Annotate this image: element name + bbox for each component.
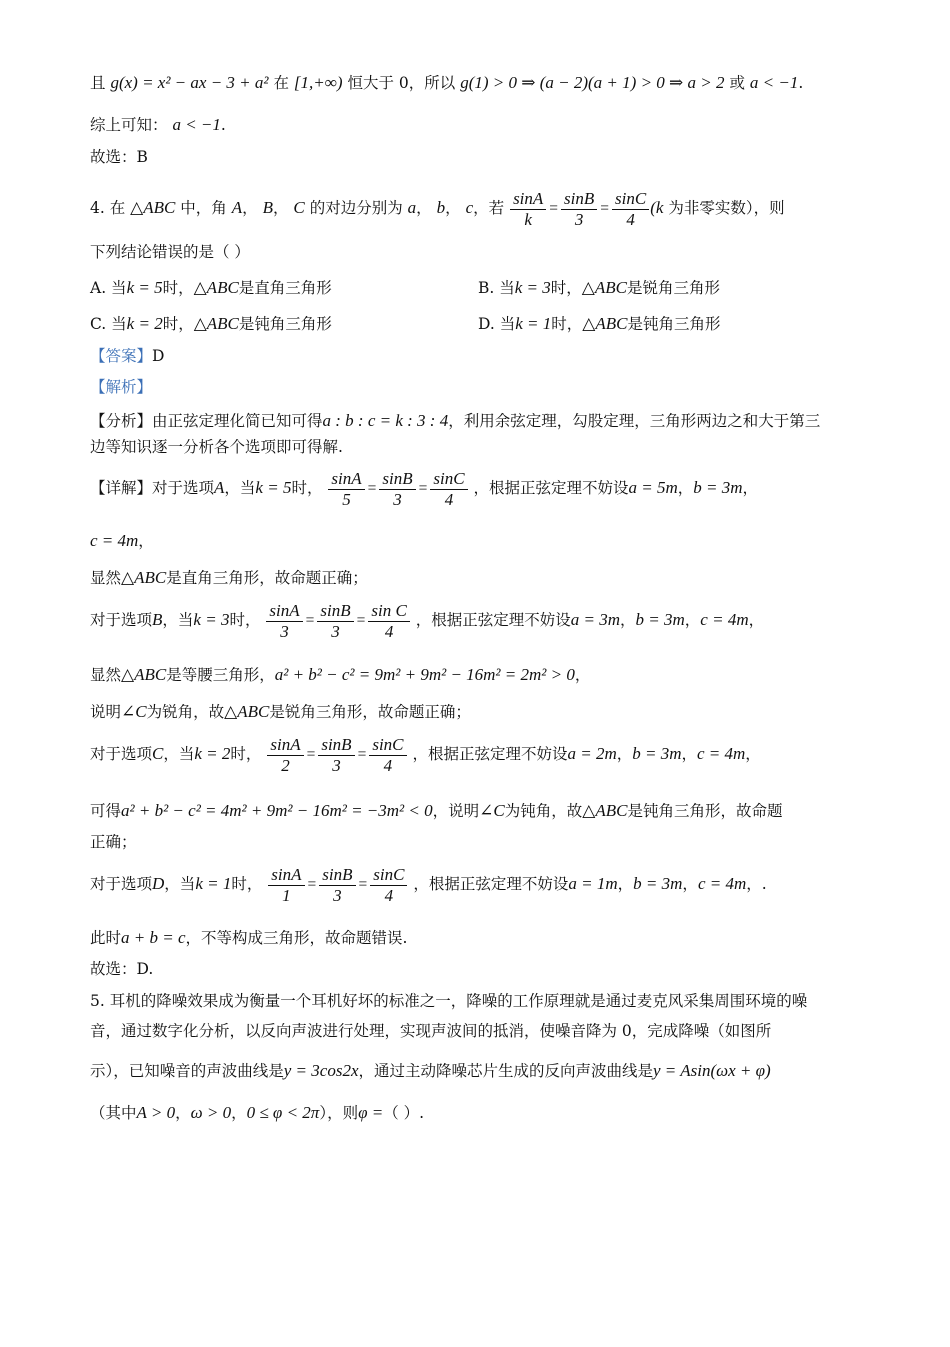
text: 说明 bbox=[90, 703, 122, 721]
text: ，根据正弦定理不妨设 bbox=[415, 611, 571, 629]
fraction bbox=[267, 735, 303, 776]
fraction bbox=[266, 601, 302, 642]
formula: △ABC bbox=[582, 801, 628, 820]
text: ， bbox=[684, 611, 701, 629]
numerator: sinA bbox=[268, 865, 304, 886]
text: 是钝角三角形，故命题 bbox=[627, 802, 783, 820]
text: ， bbox=[231, 1104, 247, 1122]
answer-tag: 【答案】 bbox=[90, 347, 153, 365]
fraction bbox=[561, 189, 597, 230]
formula: △ABC bbox=[582, 314, 628, 333]
question-5-line-4 bbox=[90, 1102, 862, 1124]
numerator: sinC bbox=[430, 469, 467, 490]
text: ，若 bbox=[473, 199, 505, 217]
fenxi-line-2: 边等知识逐一分析各个选项即可得解. bbox=[90, 438, 343, 456]
formula: k = 2 bbox=[194, 744, 231, 763]
text: 是锐角三角形，故命题正确； bbox=[269, 703, 471, 721]
formula: g(1) > 0 ⇒ (a − 2)(a + 1) > 0 ⇒ a > 2 bbox=[460, 73, 725, 92]
text: 时， bbox=[230, 745, 262, 763]
formula: △ABC bbox=[224, 702, 270, 721]
formula: a + b = c bbox=[121, 928, 186, 947]
text: 是等腰三角形， bbox=[166, 666, 275, 684]
text: 显然 bbox=[90, 569, 122, 587]
detail-a-line-3 bbox=[90, 567, 862, 589]
formula: C bbox=[152, 744, 164, 763]
formula: a : b : c = k : 3 : 4 bbox=[322, 411, 449, 430]
solution-choice: 故选：B bbox=[90, 148, 148, 166]
text: ，说明 bbox=[432, 802, 480, 820]
denominator: 3 bbox=[393, 489, 402, 509]
text: . bbox=[220, 116, 226, 134]
analysis-tag bbox=[90, 376, 862, 398]
numerator: sinB bbox=[317, 601, 353, 622]
denominator: 5 bbox=[342, 489, 351, 509]
question-4-stem: 4. 在 △ABC 中，角 A， B， C 的对边分别为 a， b， c，若 $\frac{\sin A}{k}$ = $\frac{\sin B}{3}$ = $\frac{\sin C}{4}$ (k 为非零实数），则 bbox=[90, 188, 785, 229]
option-b bbox=[478, 276, 720, 298]
fraction bbox=[317, 601, 353, 642]
text: 时， bbox=[291, 479, 323, 497]
text: ，根据正弦定理不妨设 bbox=[412, 745, 568, 763]
text: 的对边分别为 bbox=[309, 199, 403, 217]
detail-b-line-2 bbox=[90, 664, 862, 686]
text: 恒大于 0，所以 bbox=[347, 74, 456, 92]
formula: c = 4m bbox=[90, 531, 139, 550]
formula: C bbox=[293, 198, 305, 217]
detail-d-line: 对于选项D，当k = 1时， $\frac{\sin A}{1}$ = $\frac{\sin B}{3}$ = $\frac{\sin C}{4}$ ，根据正弦定理不妨设a = 1m，b = 3m，c = 4m，. bbox=[90, 864, 767, 905]
fraction bbox=[430, 469, 467, 510]
detail-c-line-2 bbox=[90, 800, 862, 822]
text: . bbox=[798, 74, 804, 92]
text: 示），已知噪音的声波曲线是 bbox=[90, 1062, 284, 1080]
formula: D bbox=[152, 874, 165, 893]
numerator: sinA bbox=[266, 601, 302, 622]
text: 时， bbox=[231, 875, 263, 893]
text: 是锐角三角形 bbox=[626, 279, 720, 297]
text: ， bbox=[138, 532, 154, 550]
text: 是直角三角形 bbox=[238, 279, 332, 297]
text: ， bbox=[574, 666, 591, 684]
formula: c = 4m bbox=[697, 744, 746, 763]
text: 时， bbox=[162, 279, 194, 297]
text: 时， bbox=[162, 315, 194, 333]
detail-a-line: 【详解】对于选项A，当k = 5时， $\frac{\sin A}{5}$ = $\frac{\sin B}{3}$ = $\frac{\sin C}{4}$ ，根据正弦定理不妨设a = 5m，b = 3m， bbox=[90, 468, 759, 509]
formula: a = 5m bbox=[628, 478, 678, 497]
fraction bbox=[318, 735, 354, 776]
text: 【分析】由正弦定理化简已知可得 bbox=[90, 412, 323, 430]
detail-c-line: 对于选项C，当k = 2时， $\frac{\sin A}{2}$ = $\frac{\sin B}{3}$ = $\frac{\sin C}{4}$ ，根据正弦定理不妨设a = 2m，b = 3m，c = 4m， bbox=[90, 734, 761, 775]
text: 时， bbox=[229, 611, 261, 629]
formula: k = 3 bbox=[193, 610, 230, 629]
question-5-line-3 bbox=[90, 1060, 862, 1082]
formula: φ = bbox=[358, 1103, 384, 1122]
formula: △ABC bbox=[130, 198, 176, 217]
detail-b-line: 对于选项B，当k = 3时， $\frac{\sin A}{3}$ = $\frac{\sin B}{3}$ = $\frac{\text{sin C}}{4}$ ，根据正弦定理不妨设a = 3m，b = 3m，c = 4m， bbox=[90, 600, 765, 641]
denominator: 4 bbox=[384, 885, 394, 905]
answer-line bbox=[90, 345, 862, 367]
formula: 0 ≤ φ < 2π bbox=[246, 1103, 320, 1122]
text: ， bbox=[272, 199, 289, 217]
text: 或 bbox=[729, 74, 745, 92]
formula: a < −1 bbox=[749, 73, 799, 92]
denominator: 4 bbox=[383, 755, 393, 775]
formula: k = 1 bbox=[515, 314, 552, 333]
denominator: k bbox=[524, 209, 532, 229]
denominator: 3 bbox=[332, 755, 341, 775]
question-4-stem-2: 下列结论错误的是（ ） bbox=[90, 243, 250, 261]
formula: B bbox=[262, 198, 273, 217]
text: A. 当 bbox=[90, 279, 127, 297]
formula: A > 0 bbox=[136, 1103, 176, 1122]
text: 时， bbox=[550, 279, 582, 297]
text: 对于选项 bbox=[90, 875, 153, 893]
denominator: 4 bbox=[626, 209, 635, 229]
solution-line bbox=[90, 114, 862, 136]
text: （其中 bbox=[90, 1104, 137, 1122]
fraction bbox=[379, 469, 415, 510]
formula: B bbox=[152, 610, 163, 629]
formula: [1,+∞) bbox=[293, 73, 343, 92]
formula: y = 3cos2x bbox=[283, 1061, 359, 1080]
fraction bbox=[328, 469, 364, 510]
fraction bbox=[268, 865, 304, 906]
text: ， bbox=[445, 199, 461, 217]
formula: b = 3m bbox=[693, 478, 743, 497]
numerator: sinA bbox=[267, 735, 303, 756]
formula: △ABC bbox=[193, 278, 239, 297]
fraction bbox=[319, 865, 355, 906]
formula: g(x) = x² − ax − 3 + a² bbox=[110, 73, 269, 92]
numerator: sinC bbox=[612, 189, 649, 210]
text: ，利用余弦定理，勾股定理，三角形两边之和大于第三 bbox=[448, 412, 821, 430]
denominator: 3 bbox=[280, 621, 289, 641]
formula: a² + b² − c² = 9m² + 9m² − 16m² = 2m² > 0 bbox=[274, 665, 575, 684]
text: ， bbox=[748, 611, 765, 629]
analysis-label: 【解析】 bbox=[90, 378, 153, 396]
numerator: sinB bbox=[319, 865, 355, 886]
formula: a = 3m bbox=[570, 610, 621, 629]
text: 为非零实数），则 bbox=[668, 199, 785, 217]
formula: △ABC bbox=[193, 314, 239, 333]
text: 对于选项 bbox=[90, 745, 153, 763]
text: B. 当 bbox=[478, 279, 515, 297]
denominator: 4 bbox=[384, 621, 394, 641]
text: ，根据正弦定理不妨设 bbox=[413, 875, 569, 893]
detail-d-line-2 bbox=[90, 927, 862, 949]
question-5-line-1: 5. 耳机的降噪效果成为衡量一个耳机好坏的标准之一，降噪的工作原理就是通过麦克风采集周围环境的噪 bbox=[90, 992, 808, 1010]
text: 此时 bbox=[90, 929, 122, 947]
numerator: sin C bbox=[368, 601, 409, 622]
formula: a² + b² − c² = 4m² + 9m² − 16m² = −3m² < 0 bbox=[121, 801, 433, 820]
text: ， bbox=[745, 745, 761, 763]
text: ，当 bbox=[162, 611, 194, 629]
fenxi-line bbox=[90, 410, 862, 432]
text: D. 当 bbox=[478, 315, 516, 333]
answer-value: D bbox=[152, 347, 165, 365]
fraction bbox=[612, 189, 649, 230]
text: ， bbox=[742, 479, 759, 497]
text: ， bbox=[677, 479, 694, 497]
text: 在 bbox=[273, 74, 289, 92]
option-a bbox=[90, 276, 332, 298]
detail-a-line-2 bbox=[90, 530, 862, 552]
detail-end: 故选：D. bbox=[90, 960, 154, 978]
text: 是钝角三角形 bbox=[238, 315, 332, 333]
formula: b = 3m bbox=[633, 874, 683, 893]
formula: k = 3 bbox=[514, 278, 551, 297]
text: ，根据正弦定理不妨设 bbox=[473, 479, 629, 497]
formula: k = 5 bbox=[255, 478, 292, 497]
numerator: sinA bbox=[510, 189, 546, 210]
formula: a bbox=[407, 198, 417, 217]
text: ，当 bbox=[163, 745, 195, 763]
numerator: sinC bbox=[370, 865, 407, 886]
formula: c bbox=[465, 198, 474, 217]
text: ， bbox=[681, 745, 697, 763]
text: ），则 bbox=[319, 1104, 359, 1122]
numerator: sinA bbox=[328, 469, 364, 490]
denominator: 3 bbox=[331, 621, 340, 641]
denominator: 4 bbox=[444, 489, 454, 509]
text: 时， bbox=[551, 315, 583, 333]
formula: △ABC bbox=[121, 568, 167, 587]
text: 对于选项 bbox=[90, 611, 153, 629]
solution-line bbox=[90, 72, 862, 94]
text: ，不等构成三角形，故命题错误. bbox=[185, 929, 408, 947]
text: C. 当 bbox=[90, 315, 127, 333]
formula: y = Asin(ωx + φ) bbox=[653, 1061, 771, 1080]
formula: c = 4m bbox=[697, 874, 747, 893]
text: 是直角三角形，故命题正确； bbox=[166, 569, 368, 587]
text: 是钝角三角形 bbox=[627, 315, 721, 333]
option-d bbox=[478, 312, 720, 334]
text: ，当 bbox=[224, 479, 256, 497]
text: ， bbox=[620, 611, 636, 629]
numerator: sinB bbox=[561, 189, 597, 210]
formula: k = 2 bbox=[126, 314, 163, 333]
text: 显然 bbox=[90, 666, 122, 684]
formula: a < −1 bbox=[172, 115, 221, 134]
formula: c = 4m bbox=[700, 610, 749, 629]
formula: ∠C bbox=[121, 702, 147, 721]
numerator: sinC bbox=[369, 735, 406, 756]
fraction bbox=[510, 189, 546, 230]
text: ，. bbox=[746, 875, 767, 893]
text: 且 bbox=[90, 74, 106, 92]
text: 可得 bbox=[90, 802, 122, 820]
option-c bbox=[90, 312, 332, 334]
formula: ω > 0 bbox=[190, 1103, 232, 1122]
text: 【详解】对于选项 bbox=[90, 479, 215, 497]
fraction bbox=[368, 601, 409, 642]
text: 中，角 bbox=[180, 199, 227, 217]
text: ，当 bbox=[164, 875, 196, 893]
text: ， bbox=[242, 199, 258, 217]
text: ， bbox=[617, 875, 634, 893]
formula: b bbox=[436, 198, 446, 217]
text: 为钝角，故 bbox=[504, 802, 583, 820]
formula: k = 5 bbox=[126, 278, 163, 297]
denominator: 2 bbox=[281, 755, 290, 775]
text: ， bbox=[682, 875, 698, 893]
text: ， bbox=[616, 745, 633, 763]
formula: a = 2m bbox=[567, 744, 617, 763]
formula: b = 3m bbox=[632, 744, 682, 763]
numerator: sinB bbox=[379, 469, 415, 490]
text: 4. 在 bbox=[90, 199, 126, 217]
text: ， bbox=[416, 199, 432, 217]
numerator: sinB bbox=[318, 735, 354, 756]
text: 为锐角，故 bbox=[146, 703, 225, 721]
formula: △ABC bbox=[121, 665, 167, 684]
text: （ ）. bbox=[383, 1104, 425, 1122]
detail-b-line-3 bbox=[90, 701, 862, 723]
text: ，通过主动降噪芯片生成的反向声波曲线是 bbox=[358, 1062, 654, 1080]
denominator: 3 bbox=[574, 209, 584, 229]
fraction bbox=[370, 865, 407, 906]
formula: b = 3m bbox=[635, 610, 685, 629]
text: 综上可知： bbox=[90, 116, 168, 134]
formula: ∠C bbox=[479, 801, 505, 820]
formula: △ABC bbox=[581, 278, 627, 297]
formula: k = 1 bbox=[195, 874, 232, 893]
question-5-line-2: 音，通过数字化分析，以反向声波进行处理，实现声波间的抵消，使噪音降为 0，完成降噪（如图所 bbox=[90, 1022, 772, 1040]
denominator: 3 bbox=[333, 885, 342, 905]
formula: A bbox=[231, 198, 243, 217]
formula: A bbox=[214, 478, 225, 497]
formula: a = 1m bbox=[568, 874, 618, 893]
detail-c-line-3: 正确； bbox=[90, 833, 137, 851]
denominator: 1 bbox=[282, 885, 291, 905]
fraction bbox=[369, 735, 406, 776]
text: ， bbox=[175, 1104, 191, 1122]
formula: (k bbox=[650, 198, 664, 217]
